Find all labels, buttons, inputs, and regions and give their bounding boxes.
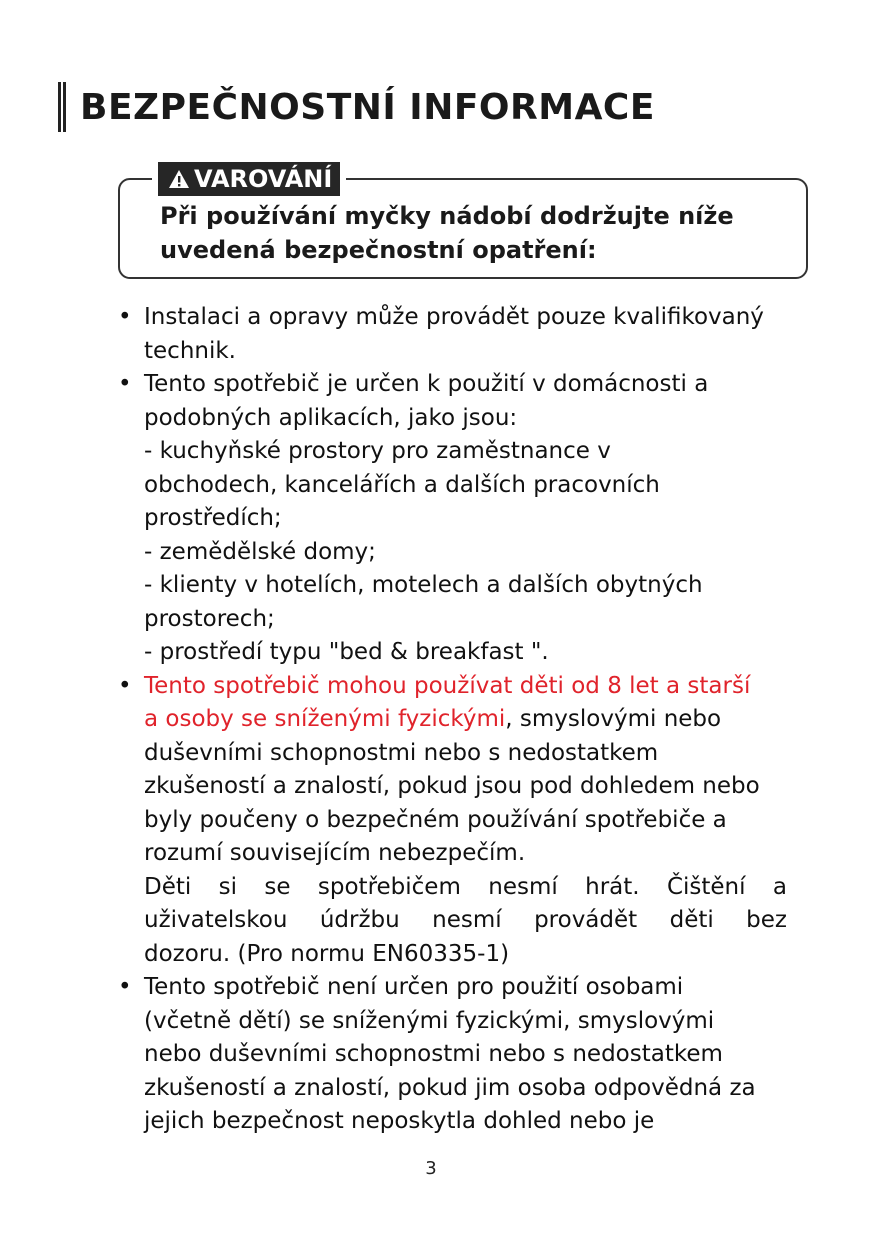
highlighted-text: a osoby se sníženými fyzickými — [144, 706, 506, 732]
item-line: Tento spotřebič není určen pro použití osobami — [144, 974, 684, 1000]
justified-line: Děti si se spotřebičem nesmí hrát. Čištění a — [144, 873, 787, 900]
item-line: technik. — [144, 337, 236, 364]
bullet-icon: • — [118, 371, 132, 397]
list-item — [110, 971, 810, 1139]
title-double-bar — [58, 82, 66, 132]
warning-text — [160, 199, 790, 267]
item-line: prostorech; — [144, 605, 275, 632]
bullet-icon: • — [118, 974, 132, 1000]
warning-text-line: Při používání myčky nádobí dodržujte níže — [160, 202, 734, 230]
item-line: rozumí souvisejícím nebezpečím. — [144, 840, 526, 866]
warning-label — [158, 162, 340, 196]
item-line: nebo duševními schopnostmi nebo s nedostatkem — [144, 1041, 723, 1067]
item-line: obchodech, kancelářích a dalších pracovních — [144, 471, 660, 498]
item-line: - klienty v hotelích, motelech a dalších obytných — [144, 572, 703, 598]
list-item — [110, 368, 810, 670]
bullet-icon: • — [118, 672, 132, 699]
warning-text-line: uvedená bezpečnostní opatření: — [160, 236, 597, 264]
item-line: podobných aplikacích, jako jsou: — [144, 404, 518, 431]
safety-list — [110, 301, 810, 1139]
item-line: duševními schopnostmi nebo s nedostatkem — [144, 739, 659, 766]
page-number: 3 — [425, 1158, 437, 1179]
warning-label-text: VAROVÁNÍ — [194, 165, 333, 193]
item-line: Tento spotřebič je určen k použití v domácnosti a — [144, 371, 709, 397]
item-line: (včetně dětí) se sníženými fyzickými, smyslovými — [144, 1007, 715, 1034]
item-line: - zemědělské domy; — [144, 538, 376, 565]
item-line: - prostředí typu "bed & breakfast ". — [144, 639, 549, 665]
bullet-icon: • — [118, 304, 132, 330]
list-item — [110, 301, 810, 368]
item-line: jejich bezpečnost neposkytla dohled nebo je — [144, 1108, 655, 1134]
item-line: zkušeností a znalostí, pokud jsou pod dohledem nebo — [144, 773, 760, 799]
warning-triangle-icon — [168, 169, 190, 189]
item-line — [144, 703, 810, 737]
item-line: zkušeností a znalostí, pokud jim osoba odpovědná za — [144, 1074, 756, 1101]
item-line: byly poučeny o bezpečném používání spotřebiče a — [144, 806, 727, 833]
item-line: - kuchyňské prostory pro zaměstnance v — [144, 438, 611, 464]
highlighted-line: Tento spotřebič mohou používat děti od 8 let a starší — [144, 672, 751, 699]
item-text: , smyslovými nebo — [505, 706, 722, 732]
page-title: BEZPEČNOSTNÍ INFORMACE — [80, 87, 655, 128]
justified-line: uživatelskou údržbu nesmí provádět děti bez — [144, 907, 787, 933]
item-line: prostředích; — [144, 505, 282, 531]
item-line: Instalaci a opravy může provádět pouze kvalifikovaný — [144, 304, 764, 330]
list-item — [110, 670, 810, 972]
item-line: dozoru. (Pro normu EN60335-1) — [144, 940, 510, 967]
